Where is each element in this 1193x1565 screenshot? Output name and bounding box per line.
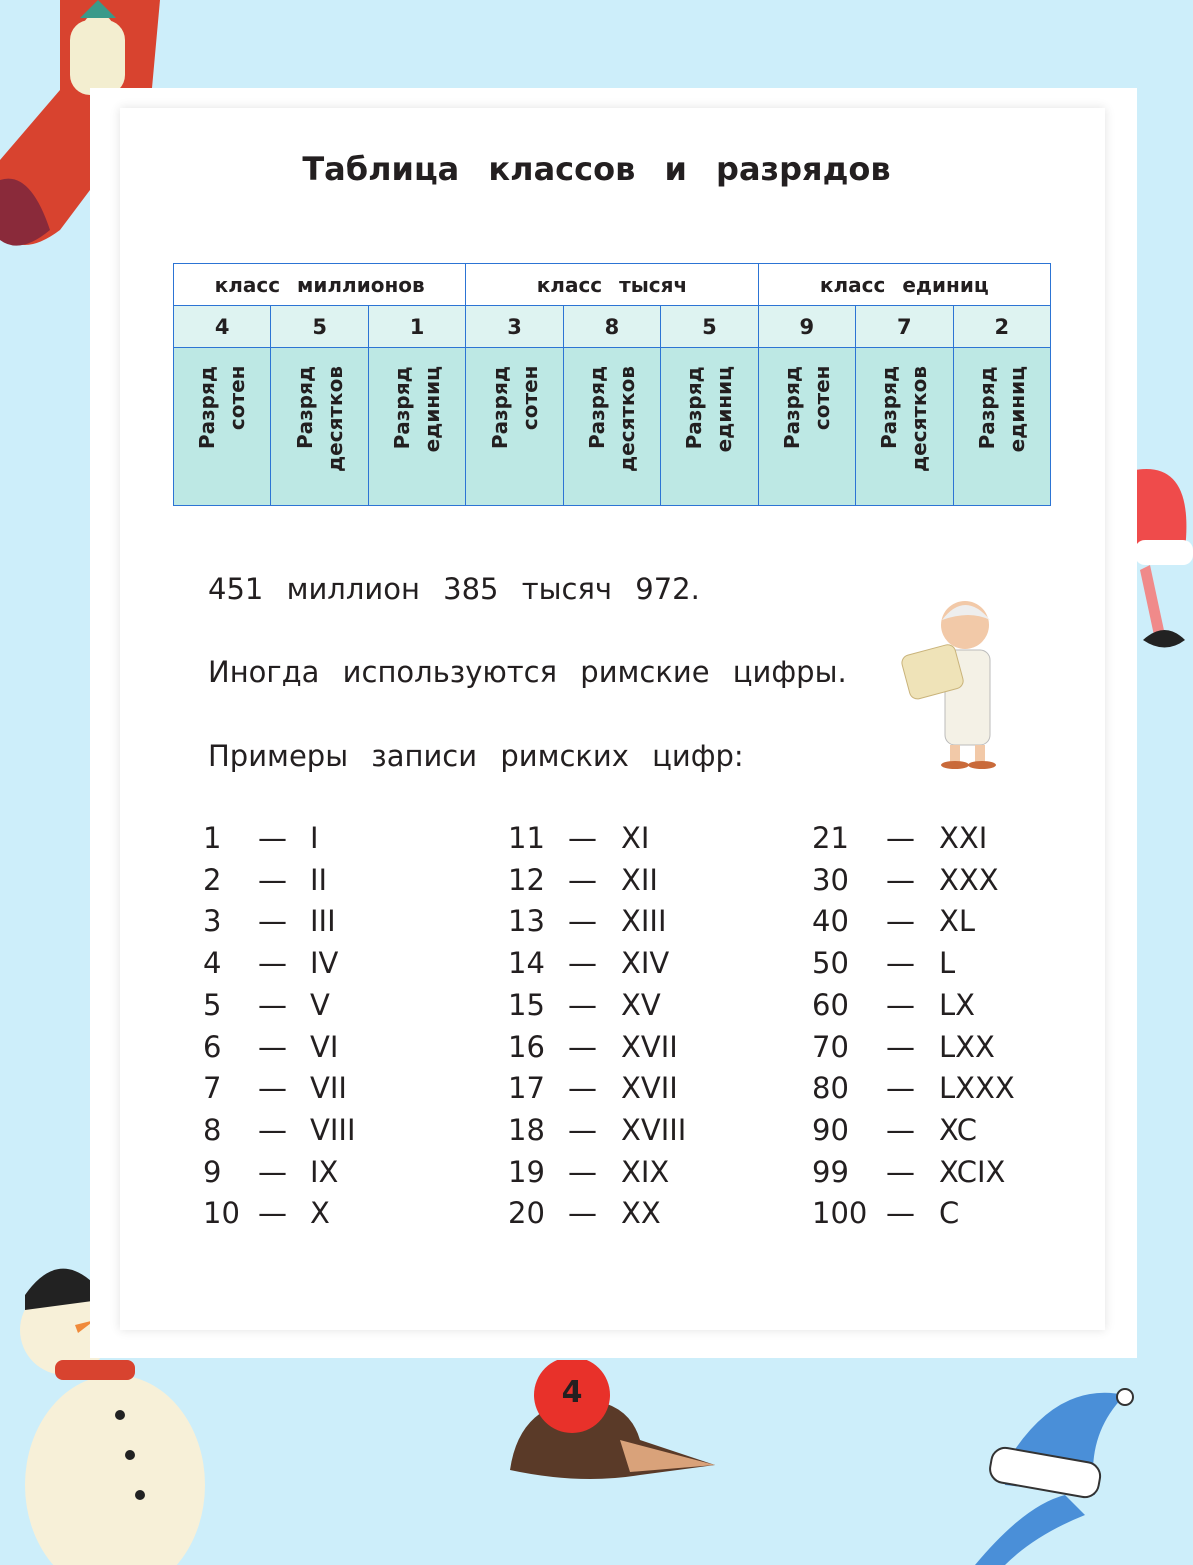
classes-and-ranks-table <box>173 263 1051 506</box>
digit-cell: 5 <box>271 306 368 348</box>
page-title: Таблица классов и разрядов <box>302 150 891 188</box>
old-man-with-scroll-illustration <box>900 595 1015 770</box>
roman-numeral: XVII <box>621 1071 678 1106</box>
rank-label <box>290 366 350 472</box>
rank-cell <box>758 348 855 506</box>
digit-cell: 7 <box>856 306 953 348</box>
roman-numeral: XXX <box>939 862 999 897</box>
dash: — <box>258 987 287 1022</box>
arabic-number: 20 <box>508 1196 545 1231</box>
roman-numeral: VIII <box>310 1112 356 1147</box>
roman-numeral: XXI <box>939 821 988 855</box>
arabic-number: 5 <box>203 987 222 1022</box>
arabic-number: 100 <box>812 1196 868 1231</box>
roman-numeral: I <box>310 821 319 855</box>
arabic-number: 3 <box>203 904 222 939</box>
roman-numeral: C <box>939 1196 960 1231</box>
arabic-number: 90 <box>812 1112 849 1147</box>
rank-cell <box>563 348 660 506</box>
roman-numeral: XL <box>939 904 976 939</box>
rank-cell <box>174 348 271 506</box>
dash: — <box>568 904 597 939</box>
arabic-number: 14 <box>508 946 545 981</box>
number-in-words: 451 миллион 385 тысяч 972. <box>208 572 700 606</box>
roman-numeral: III <box>310 904 336 939</box>
dash: — <box>258 946 287 981</box>
digit-cell: 5 <box>661 306 758 348</box>
roman-numeral: II <box>310 862 328 897</box>
rank-label-line: Разряд <box>974 366 999 450</box>
dash: — <box>258 862 287 897</box>
arabic-number: 16 <box>508 1029 545 1064</box>
dash: — <box>258 1154 287 1189</box>
roman-numeral: XC <box>939 1112 978 1147</box>
rank-label-line: Разряд <box>195 366 220 450</box>
roman-numeral: XVII <box>621 1029 678 1064</box>
arabic-number: 80 <box>812 1071 849 1106</box>
page-number: 4 <box>561 1375 583 1410</box>
roman-numeral: XI <box>621 821 650 855</box>
rank-label-line: Разряд <box>682 366 707 450</box>
arabic-number: 2 <box>203 862 222 897</box>
dash: — <box>886 862 915 897</box>
dash: — <box>568 946 597 981</box>
rank-label-line: десятков <box>907 366 932 472</box>
arabic-number: 13 <box>508 904 545 939</box>
arabic-number: 30 <box>812 862 849 897</box>
rank-label-line: единиц <box>1004 366 1029 453</box>
rank-label <box>582 366 642 472</box>
arabic-number: 10 <box>203 1196 240 1231</box>
arabic-number: 18 <box>508 1112 545 1147</box>
rank-label-line: Разряд <box>877 366 902 450</box>
examples-label: Примеры записи римских цифр: <box>208 739 744 773</box>
arabic-number: 1 <box>203 821 222 855</box>
arabic-number: 9 <box>203 1154 222 1189</box>
roman-numeral: XV <box>621 987 661 1022</box>
dash: — <box>258 1071 287 1106</box>
dash: — <box>886 1196 915 1231</box>
dash: — <box>258 821 287 855</box>
rank-cell <box>661 348 758 506</box>
dash: — <box>258 1196 287 1231</box>
striped-hat-illustration <box>965 1385 1145 1565</box>
roman-numeral: XVIII <box>621 1112 687 1147</box>
class-thousands-header: класс тысяч <box>466 264 758 306</box>
dash: — <box>258 1112 287 1147</box>
rank-label-line: единиц <box>420 366 445 453</box>
rank-cell <box>856 348 953 506</box>
digit-cell: 9 <box>758 306 855 348</box>
roman-numeral: X <box>310 1196 330 1231</box>
rank-label-line: сотен <box>809 366 834 431</box>
rank-label-line: Разряд <box>487 366 512 450</box>
dash: — <box>886 1029 915 1064</box>
roman-numeral: XX <box>621 1196 661 1231</box>
roman-numeral: LXXX <box>939 1071 1015 1106</box>
rank-label-line: сотен <box>517 366 542 431</box>
dash: — <box>568 862 597 897</box>
rank-label <box>972 366 1032 452</box>
arabic-number: 40 <box>812 904 849 939</box>
roman-numeral: LXX <box>939 1029 995 1064</box>
arabic-number: 15 <box>508 987 545 1022</box>
arabic-number: 11 <box>508 821 545 855</box>
roman-numeral: XIII <box>621 904 667 939</box>
digit-cell: 4 <box>174 306 271 348</box>
rank-label <box>387 366 447 452</box>
rank-label-line: Разряд <box>390 366 415 450</box>
roman-numeral: XIV <box>621 946 670 981</box>
dash: — <box>886 946 915 981</box>
arabic-number: 19 <box>508 1154 545 1189</box>
rank-label-line: десятков <box>322 366 347 472</box>
rank-label-line: десятков <box>614 366 639 472</box>
rank-label-line: Разряд <box>779 366 804 450</box>
santa-hat-illustration <box>1135 460 1193 660</box>
rank-cell <box>271 348 368 506</box>
rank-label <box>874 366 934 472</box>
rank-label <box>485 366 545 449</box>
rank-label <box>777 366 837 449</box>
rank-cell <box>368 348 465 506</box>
arabic-number: 12 <box>508 862 545 897</box>
rank-label-line: сотен <box>225 366 250 431</box>
dash: — <box>258 904 287 939</box>
dash: — <box>258 1029 287 1064</box>
arabic-number: 60 <box>812 987 849 1022</box>
arabic-number: 6 <box>203 1029 222 1064</box>
roman-numeral: L <box>939 946 956 981</box>
roman-numeral: XCIX <box>939 1154 1006 1189</box>
arabic-number: 17 <box>508 1071 545 1106</box>
dash: — <box>568 1196 597 1231</box>
class-units-header: класс единиц <box>758 264 1050 306</box>
arabic-number: 50 <box>812 946 849 981</box>
rank-cell <box>953 348 1051 506</box>
roman-numeral: LX <box>939 987 976 1022</box>
rank-label <box>192 366 252 449</box>
digit-cell: 8 <box>563 306 660 348</box>
dash: — <box>886 987 915 1022</box>
dash: — <box>568 821 597 855</box>
dash: — <box>886 1071 915 1106</box>
digit-cell: 3 <box>466 306 563 348</box>
arabic-number: 8 <box>203 1112 222 1147</box>
arabic-number: 7 <box>203 1071 222 1106</box>
digit-cell: 1 <box>368 306 465 348</box>
hedgehog-illustration <box>500 1360 720 1490</box>
roman-numeral: VI <box>310 1029 339 1064</box>
roman-numeral: XII <box>621 862 658 897</box>
roman-intro-text: Иногда используются римские цифры. <box>208 655 847 689</box>
dash: — <box>568 987 597 1022</box>
roman-numeral: V <box>310 987 330 1022</box>
dash: — <box>886 904 915 939</box>
rank-label-line: единиц <box>712 366 737 453</box>
dash: — <box>568 1071 597 1106</box>
arabic-number: 99 <box>812 1154 849 1189</box>
dash: — <box>886 1154 915 1189</box>
roman-numeral: VII <box>310 1071 347 1106</box>
roman-numeral: XIX <box>621 1154 670 1189</box>
dash: — <box>568 1112 597 1147</box>
rank-label <box>679 366 739 452</box>
rank-label-line: Разряд <box>292 366 317 450</box>
class-millions-header: класс миллионов <box>174 264 466 306</box>
arabic-number: 21 <box>812 821 849 855</box>
dash: — <box>568 1154 597 1189</box>
digit-cell: 2 <box>953 306 1051 348</box>
rank-cell <box>466 348 563 506</box>
arabic-number: 70 <box>812 1029 849 1064</box>
dash: — <box>886 1112 915 1147</box>
roman-numeral: IX <box>310 1154 339 1189</box>
arabic-number: 4 <box>203 946 222 981</box>
dash: — <box>568 1029 597 1064</box>
dash: — <box>886 821 915 855</box>
roman-numeral: IV <box>310 946 339 981</box>
rank-label-line: Разряд <box>584 366 609 450</box>
